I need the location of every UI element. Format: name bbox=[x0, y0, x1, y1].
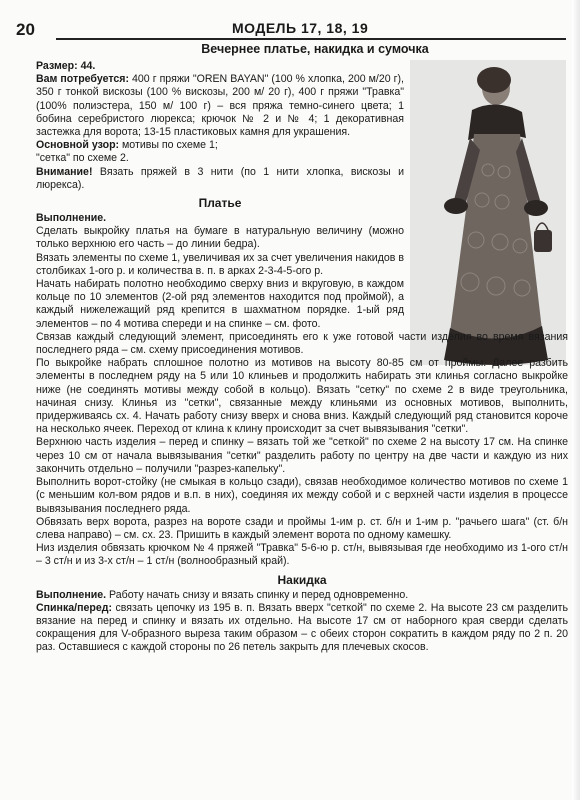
dress-paragraph-narrow: Сделать выкройку платья на бумаге в натуральную величину (можно только верхнюю его часть – до линии бедра). bbox=[36, 225, 404, 251]
model-title: МОДЕЛЬ 17, 18, 19 bbox=[232, 20, 369, 36]
pattern-line bbox=[36, 139, 404, 152]
materials-paragraph bbox=[36, 73, 404, 139]
dress-paragraph: Выполнить ворот-стойку (не смыкая в кольцо сзади), связав необходимое количество мотивов по схеме 1 (с меньшим кол-вом рядов и в.п. в них), соединяя их между собой и с верхней части изделия в процессе вывязывания последнего ряда. bbox=[36, 476, 568, 515]
dress-paragraph: Обвязать верх ворота, разрез на вороте сзади и проймы 1-им р. ст. б/н и 1-им р. "рачьего шага" (ст. б/н слева направо) – см. сх. 23. Пришить в каждый элемент ворота по одному камешку. bbox=[36, 515, 568, 541]
dress-paragraph: Связав каждый следующий элемент, присоединять его к уже готовой части изделия во время вязания последнего ряда – см. схему присоединения мотивов. bbox=[36, 330, 568, 357]
dress-paragraph-narrow: Начать набирать полотно необходимо сверху вниз и вкруговую, в каждом кольце по 10 элементов (2-ой ряд элементов находится под проймой), а каждый нижележащий ряд крепится в шахматном порядке. 1-ый ряд элементов – по 4 мотива спереди и на спинке – см. фото. bbox=[36, 278, 404, 330]
attention-label: Внимание! bbox=[36, 165, 93, 178]
page-header bbox=[0, 18, 580, 40]
dress-paragraph-narrow: Вязать элементы по схеме 1, увеличивая их за счет увеличения накидов в столбиках 1-ого р. и количества в. п. в арках 2-3-4-5-ого р. bbox=[36, 251, 404, 277]
dress-paragraph: Верхнюю часть изделия – перед и спинку – вязать той же "сеткой" по схеме 2 на высоту 17 см. На спинке через 10 см от начала вывязывания "сетки" разделить работу по центру на две части и каждую из них закончить отдельно – получили "разрез-капельку". bbox=[36, 436, 568, 475]
intro-column bbox=[36, 60, 404, 331]
dress-paragraph: По выкройке набрать сплошное полотно из мотивов на высоту 80-85 см от проймы. Далее разбить элементы в последнем ряду на 5 или 10 клиньев и продолжить набирать эти клинья согласно выкройке ниже (не соединять мотивы между собой в кольцо). Вязать "сетку" по схеме 2 в виде треугольника, начиная снизу. Клинья из "сетки", связанные между клиньями из основных мотивов, выполнить, придерживаясь сх. 4. Начать работу снизу вверх и снова вниз. Каждый следующий ряд становится короче на несколько ячеек. Переход от клина к клину происходит за счет вывязывания "сетки". bbox=[36, 357, 568, 436]
attention-paragraph bbox=[36, 166, 404, 192]
cape-back-paragraph bbox=[36, 602, 568, 655]
pattern-label: Основной узор: bbox=[36, 139, 120, 152]
dress-paragraph: Низ изделия обвязать крючком № 4 пряжей "Травка" 5-6-ю р. ст/н, вывязывая где необходимо из 1-ого ст/н – 3 ст/н и из 3-х ст/н – 1 ст/н (волнообразный край). bbox=[36, 542, 568, 568]
size-line: Размер: 44. bbox=[36, 60, 96, 72]
dress-section-title: Платье bbox=[198, 196, 242, 211]
header-rule bbox=[56, 38, 566, 40]
dress-exec-label: Выполнение. bbox=[36, 212, 107, 225]
cape-exec-label: Выполнение. bbox=[36, 588, 107, 601]
cape-exec-text: Работу начать снизу и вязать спинку и перед одновременно. bbox=[106, 588, 409, 601]
page-edge-shadow bbox=[572, 0, 580, 800]
materials-label: Вам потребуется: bbox=[36, 73, 129, 86]
cape-back-label: Спинка/перед: bbox=[36, 601, 113, 614]
pattern-text-2: "сетка" по схеме 2. bbox=[36, 152, 129, 165]
cape-exec-paragraph bbox=[36, 589, 568, 602]
pattern-text-1: мотивы по схеме 1; bbox=[119, 139, 218, 152]
page-number: 20 bbox=[16, 20, 35, 39]
page-subtitle: Вечернее платье, накидка и сумочка bbox=[201, 42, 429, 56]
article-body bbox=[36, 60, 568, 655]
materials-text: 400 г пряжи "OREN BAYAN" (100 % хлопка, 200 м/20 г), 350 г тонкой вискозы (100 % вискозы, 200 м/ 20 г), 400 г пряжи "Травка" (100% полиэстера, 150 м/ 100 г) – вся пряжа темно-синего цвета; 1 бобина серебристого люрекса; крючок № 2 и № 4; 1 декоративная застежка для ворота; 13-15 пластиковых камня для украшения. bbox=[36, 73, 404, 139]
cape-back-text: связать цепочку из 195 в. п. Вязать вверх "сеткой" по схеме 2. На высоте 23 см разделить вязание на перед и спинку и вязать их отдельно. На высоте 17 см от наборного края сверди сделать сокращения для V-образного выреза таким образом – с обеих сторон сократить в каждом ряду по 2 п. 20 раз. Оставшиеся с каждой стороны по 26 петель закрыть для плечевых скосов. bbox=[36, 601, 568, 654]
cape-section-title: Накидка bbox=[277, 572, 327, 587]
attention-text: Вязать пряжей в 3 нити (по 1 нити хлопка, вискозы и люрекса). bbox=[36, 165, 404, 191]
